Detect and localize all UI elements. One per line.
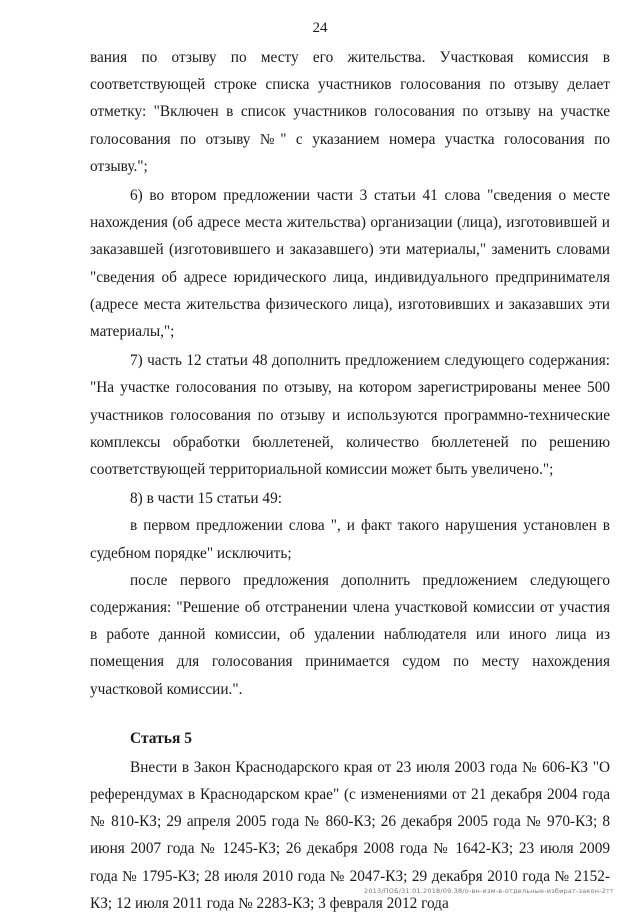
- article-heading: Статья 5: [130, 729, 192, 747]
- paragraph-continuation: вания по отзыву по месту его жительства. Участковая комиссия в соответствующей строке списка участников голосования по отзыву делает отметку: "Включен в список участников голосования по отзыву на участке голосования по отзыву №" с указанием номера участка голосования по отзыву.";: [90, 49, 610, 175]
- paragraph-item-8: 8) в части 15 статьи 49:: [130, 490, 282, 508]
- article-5-text: Внести в Закон Краснодарского края от 23 июля 2003 года № 606-КЗ "О референдумах в Краснодарском крае" (с изменениями от 21 декабря 2004 года № 810-КЗ; 29 апреля 2005 года № 860-КЗ; 26 декабря 2005 года № 970-КЗ; 8 июня 2007 года № 1245-КЗ; 26 декабря 2008 года № 1642-КЗ; 23 июля 2009 года № 1795-КЗ; 28 июля 2010 года № 2047-КЗ; 29 декабря 2010 года № 2152-КЗ; 12 июля 2011 года № 2283-КЗ; 3 февраля 2012 года: [90, 758, 610, 912]
- document-body: [90, 44, 610, 917]
- page-number: 24: [312, 20, 328, 36]
- paragraph-item-7: 7) часть 12 статьи 48 дополнить предложением следующего содержания: "На участке голосования по отзыву, на котором зарегистрированы менее 500 участников голосования по отзыву и используются программно-технические комплексы обработки бюллетеней, количество бюллетеней по решению соответствующей территориальной комиссии может быть увеличено.";: [90, 352, 610, 479]
- document-footer-code: 2013/ПОБ/31.01.2018/09.38/о-вн-изм-в-отдельные-избират-закон-2тт: [363, 887, 614, 895]
- paragraph-item-8-first: в первом предложении слова ", и факт такого нарушения установлен в судебном порядке" исключить;: [90, 517, 610, 562]
- paragraph-item-8-second: после первого предложения дополнить предложением следующего содержания: "Решение об отстранении члена участковой комиссии от участия в работе данной комиссии, об удалении наблюдателя или иного лица из помещения для голосования принимается судом по месту нахождения участковой комиссии.".: [90, 571, 610, 698]
- paragraph-item-6: 6) во втором предложении части 3 статьи 41 слова "сведения о месте нахождения (об адресе места жительства) организации (лица), изготовившей и заказавшей (изготовившего и заказавшего) эти материалы," заменить словами "сведения об адресе юридического лица, индивидуального предпринимателя (адресе места жительства физического лица), изготовивших и заказавших эти материалы,";: [90, 187, 610, 341]
